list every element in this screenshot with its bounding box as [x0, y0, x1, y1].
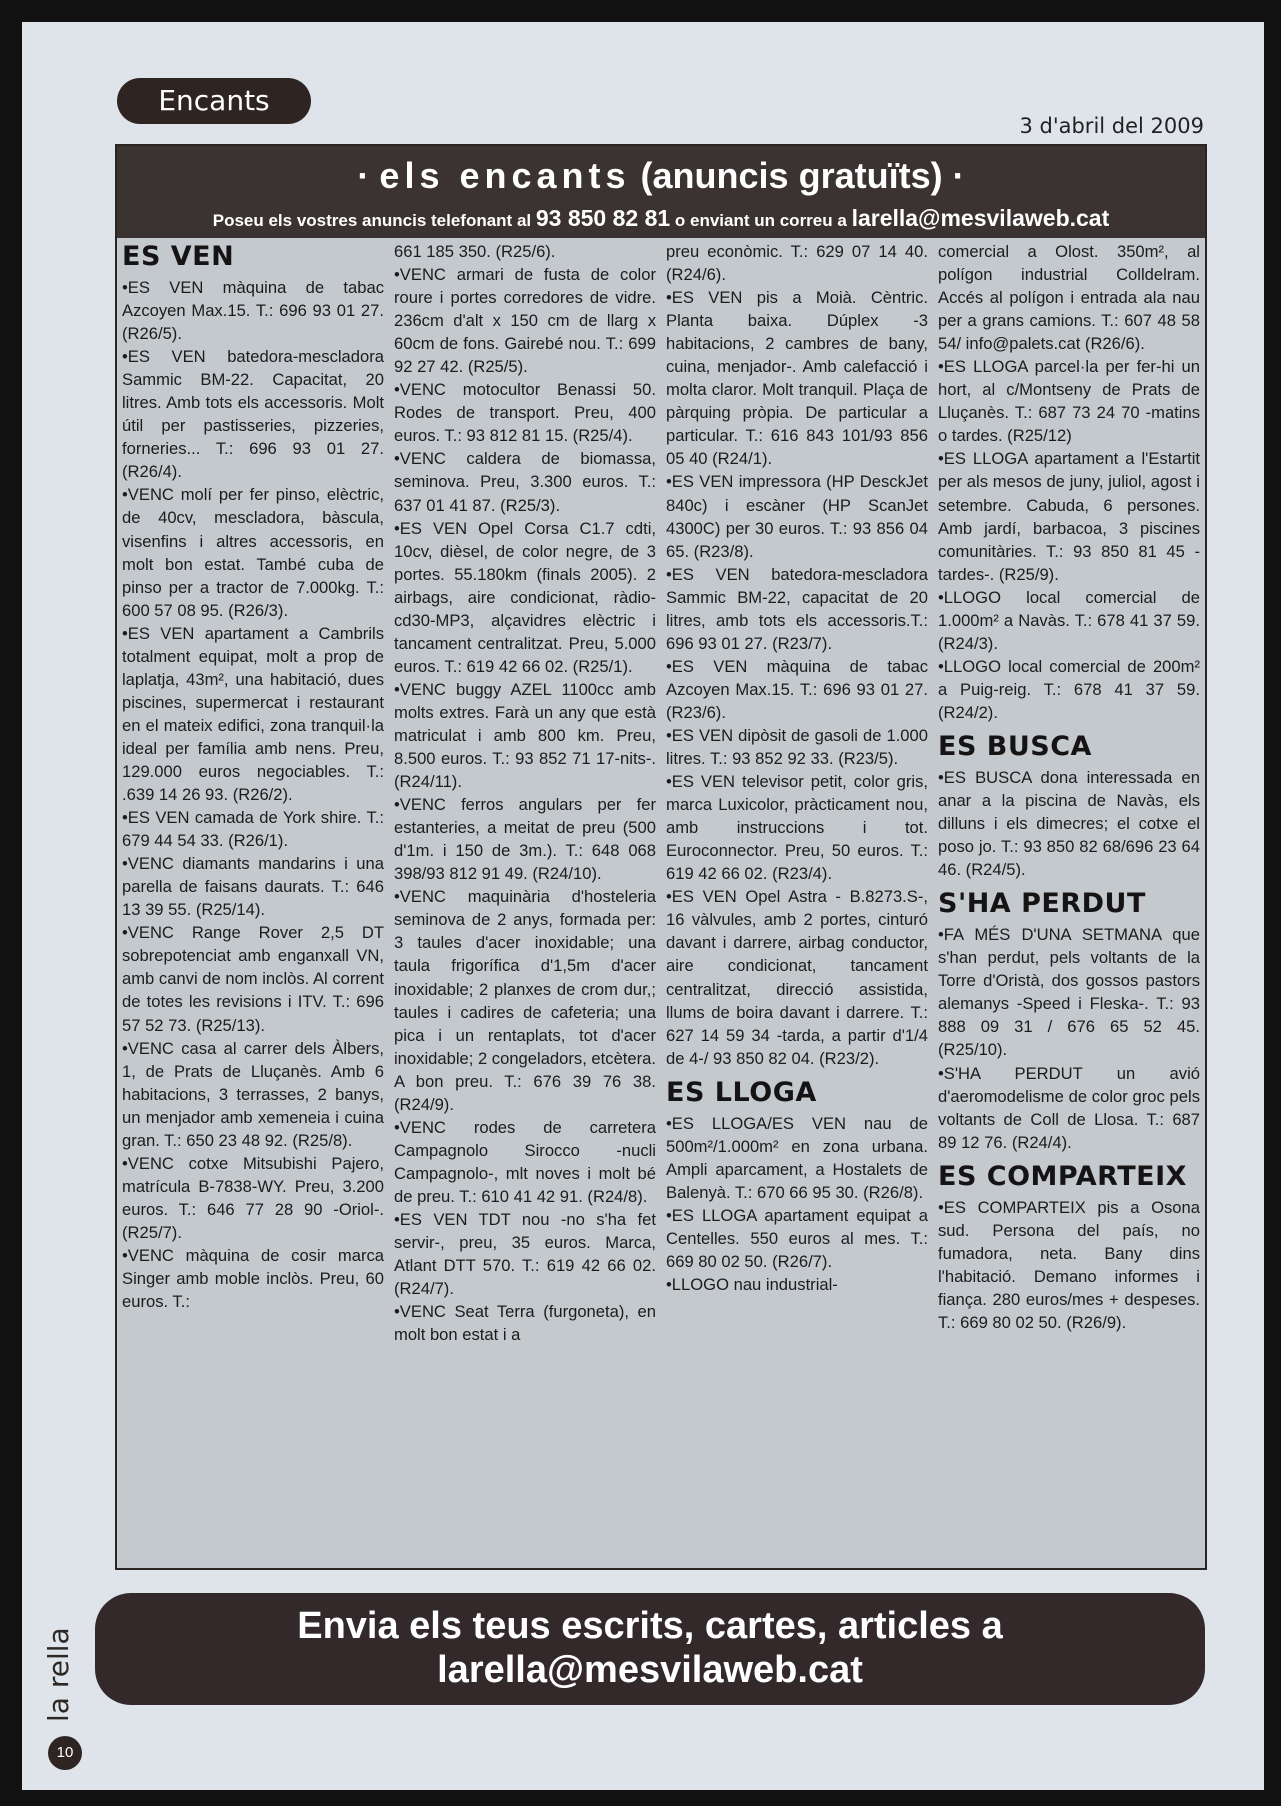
- publication-name: la rella: [42, 1627, 75, 1722]
- board-title: [117, 146, 1205, 196]
- classified-ad: •ES VEN màquina de tabac Azcoyen Max.15. T.: 696 93 01 27. (R26/5).: [122, 278, 384, 344]
- classified-ad: •LLOGO local comercial de 200m² a Puig-reig. T.: 678 41 37 59. (R24/2).: [938, 656, 1200, 722]
- classified-ad: •S'HA PERDUT un avió d'aeromodelisme de color groc pels voltants de Coll de Llosa. T.: 687 89 12 76. (R24/4).: [938, 1063, 1200, 1152]
- classified-ad: •ES LLOGA parcel·la per fer-hi un hort, al c/Montseny de Prats de Lluçanès. T.: 687 73 24 70 -matins o tardes. (R25/12): [938, 357, 1200, 446]
- classified-ad: •ES LLOGA apartament a l'Estartit per als mesos de juny, juliol, agost i setembre. Cabuda, 6 persones. Amb jardí, barbacoa, 3 piscines comunitàries. T.: 93 850 81 45 -tardes-. (R25/9).: [938, 449, 1200, 584]
- classified-ad: •ES VEN dipòsit de gasoli de 1.000 litres. T.: 93 852 92 33. (R23/5).: [666, 725, 928, 769]
- classified-ad: •FA MÉS D'UNA SETMANA que s'han perdut, pels voltants de la Torre d'Oristà, dos gossos pastors alemanys -Speed i Fleska-. T.: 93 888 09 31 / 676 65 52 45. (R25/10).: [938, 925, 1200, 1060]
- classified-ad: •ES LLOGA apartament equipat a Centelles. 550 euros al mes. T.: 669 80 02 50. (R26/7).: [666, 1205, 928, 1271]
- classified-ad: •VENC màquina de cosir marca Singer amb moble inclòs. Preu, 60 euros. T.:: [122, 1245, 384, 1312]
- classified-ad: •VENC buggy AZEL 1100cc amb molts extres. Farà un any que està matriculat i amb 800 km. Preu, 8.500 euros. T.: 93 852 71 17-nits-. (R24/11).: [394, 679, 656, 792]
- category-heading: ES COMPARTEIX: [938, 1160, 1187, 1192]
- classified-ad: •VENC maquinària d'hosteleria seminova de 2 anys, formada per: 3 taules d'acer inoxidable; una taula frigorífica d'1,5m d'acer inoxidable; 2 planxes de crom dur,; taules i cadires de cafeteria; una pica i un rentaplats, tot d'acer inoxidable; 2 congeladors, etcètera. A bon preu. T.: 676 39 76 38. (R24/9).: [394, 887, 656, 1114]
- classified-ad: •ES VEN batedora-mescladora Sammic BM-22. Capacitat, 20 litres. Amb tots els accessoris. Molt útil per pastisseries, pizzeries, forneries... T.: 696 93 01 27. (R26/4).: [122, 347, 384, 482]
- subtitle-middle: o enviant un correu a: [674, 211, 847, 230]
- ads-column: [933, 238, 1205, 1566]
- classified-ad: •VENC caldera de biomassa, seminova. Preu, 3.300 euros. T.: 637 01 41 87. (R25/3).: [394, 449, 656, 515]
- classified-ad: •LLOGO local comercial de 1.000m² a Navàs. T.: 678 41 37 59. (R24/3).: [938, 587, 1200, 653]
- ads-column: [117, 238, 389, 1566]
- category-heading: S'HA PERDUT: [938, 888, 1146, 920]
- category-heading: ES VEN: [122, 241, 235, 272]
- page-number: 10: [48, 1736, 82, 1770]
- classified-ad: 661 185 350. (R25/6).: [394, 242, 556, 261]
- classified-ad: preu econòmic. T.: 629 07 14 40. (R24/6).: [666, 242, 928, 285]
- classified-ad: •ES BUSCA dona interessada en anar a la piscina de Navàs, els dilluns i els dimecres; el cotxe el poso jo. T.: 93 850 82 68/696 23 64 46. (R24/5).: [938, 767, 1200, 880]
- title-dot-left: ·: [357, 155, 370, 196]
- classified-ad: •ES COMPARTEIX pis a Osona sud. Persona del país, no fumadora, neta. Bany dins l'habitació. Demano informes i fiança. 280 euros/mes + despeses. T.: 669 80 02 50. (R26/9).: [938, 1197, 1200, 1332]
- title-rest: (anuncis gratuïts): [640, 155, 943, 196]
- classified-ad: •VENC rodes de carretera Campagnolo Sirocco -nucli Campagnolo-, mlt noves i molt bé de preu. T.: 610 41 42 91. (R24/8).: [394, 1117, 656, 1206]
- classified-ad: comercial a Olost. 350m², al polígon industrial Colldelram. Accés al polígon i entrada ala nau per a grans camions. T.: 607 48 58 54/ info@palets.cat (R26/6).: [938, 242, 1200, 354]
- ads-column: [389, 238, 661, 1566]
- classified-ad: •VENC Range Rover 2,5 DT sobrepotenciat amb enganxall VN, amb canvi de nom inclòs. Al corrent de totes les revisions i ITV. T.: 696 57 52 73. (R25/13).: [122, 923, 384, 1035]
- subtitle-prefix: Poseu els vostres anuncis telefonant al: [212, 211, 532, 230]
- classified-ad: •ES VEN màquina de tabac Azcoyen Max.15. T.: 696 93 01 27. (R23/6).: [666, 656, 928, 722]
- classified-ad: •ES VEN pis a Moià. Cèntric. Planta baixa. Dúplex -3 habitacions, 2 cambres de bany, cuina, menjador-. Amb calefacció i molta claror. Molt tranquil. Plaça de pàrquing pròpia. De particular a particular. T.: 616 843 101/93 856 05 40 (R24/1).: [666, 288, 928, 469]
- classified-ad: •ES VEN TDT nou -no s'ha fet servir-, preu, 35 euros. Marca, Atlant DTT 570. T.: 619 42 66 02. (R24/7).: [394, 1209, 656, 1299]
- classified-ad: •ES VEN camada de York shire. T.: 679 44 54 33. (R26/1).: [122, 808, 384, 851]
- section-label: Encants: [117, 78, 311, 124]
- board-subtitle: [117, 200, 1205, 239]
- classified-ad: •ES VEN Opel Corsa C1.7 cdti, 10cv, dièsel, de color negre, de 3 portes. 55.180km (finals 2005). 2 airbags, aire condicionat, ràdio-cd30-MP3, alçavidres elèctric i tancament centralitzat. Preu, 5.000 euros. T.: 619 42 66 02. (R25/1).: [394, 518, 656, 676]
- classified-ad: •ES VEN batedora-mescladora Sammic BM-22, capacitat de 20 litres, amb tots els accessoris.T.: 696 93 01 27. (R23/7).: [666, 564, 928, 653]
- contact-email: larella@mesvilaweb.cat: [851, 205, 1110, 231]
- banner-email: larella@mesvilaweb.cat: [437, 1649, 863, 1691]
- classified-ad: •ES LLOGA/ES VEN nau de 500m²/1.000m² en zona urbana. Ampli aparcament, a Hostalets de Balenyà. T.: 670 66 95 30. (R26/8).: [666, 1113, 928, 1202]
- classified-ad: •VENC armari de fusta de color roure i portes corredores de vidre. 236cm d'alt x 150 cm de llarg x 60cm de fons. Gairebé nou. T.: 699 92 27 42. (R25/5).: [394, 265, 656, 377]
- ads-columns: [117, 238, 1205, 1566]
- issue-date: 3 d'abril del 2009: [1019, 114, 1204, 138]
- classified-ad: •VENC cotxe Mitsubishi Pajero, matrícula B-7838-WY. Preu, 3.200 euros. T.: 646 77 28 90 -Oriol-. (R25/7).: [122, 1153, 384, 1242]
- classified-ad: •VENC casa al carrer dels Àlbers, 1, de Prats de Lluçanès. Amb 6 habitacions, 3 terrasses, 2 banys, un menjador amb xemeneia i cuina gran. T.: 650 23 48 92. (R25/8).: [122, 1038, 384, 1150]
- classified-ad: •ES VEN televisor petit, color gris, marca Luxicolor, pràcticament nou, amb instruccions i tot. Euroconnector. Preu, 50 euros. T.: 619 42 66 02. (R23/4).: [666, 772, 928, 884]
- classifieds-board: [115, 144, 1207, 1570]
- ads-column: [661, 238, 933, 1566]
- classified-ad: •LLOGO nau industrial-: [666, 1275, 838, 1295]
- title-dot-right: ·: [952, 155, 965, 196]
- classified-ad: •VENC diamants mandarins i una parella de faisans daurats. T.: 646 13 39 55. (R25/14).: [122, 854, 384, 920]
- classified-ad: •VENC ferros angulars per fer estanteries, a meitat de preu (500 d'1m. i 150 de 3m.). T.: 648 068 398/93 812 91 49. (R24/10).: [394, 795, 656, 884]
- classified-ad: •ES VEN impressora (HP DesckJet 840c) i escàner (HP ScanJet 4300C) per 30 euros. T.: 93 856 04 65. (R23/8).: [666, 472, 928, 561]
- title-main: els encants: [379, 155, 631, 196]
- contact-phone: 93 850 82 81: [535, 205, 671, 231]
- classified-ad: •VENC molí per fer pinso, elèctric, de 40cv, mescladora, bàscula, visenfins i altres accessoris, en molt bon estat. També cuba de pinso per a tractor de 7.000kg. T.: 600 57 08 95. (R26/3).: [122, 485, 384, 620]
- classified-ad: •VENC motocultor Benassi 50. Rodes de transport. Preu, 400 euros. T.: 93 812 81 15. (R25/4).: [394, 380, 656, 446]
- category-heading: ES LLOGA: [666, 1076, 817, 1108]
- classified-ad: •ES VEN Opel Astra - B.8273.S-, 16 vàlvules, amb 2 portes, cinturó davant i darrere, airbag conductor, aire condicionat, tancament centralitzat, direcció assistida, llums de boira davant i darrere. T.: 627 14 59 34 -tarda, a partir d'1/4 de 4-/ 93 850 82 04. (R23/2).: [666, 887, 928, 1068]
- newspaper-page: [22, 22, 1264, 1790]
- classified-ad: •ES VEN apartament a Cambrils totalment equipat, molt a prop de laplatja, 43m², una habitació, dues piscines, supermercat i restaurant en el mateix edifici, zona tranquil·la ideal per família amb nens. Preu, 129.000 euros negociables. T.: .639 14 26 93. (R26/2).: [122, 623, 384, 805]
- submission-banner: [95, 1593, 1205, 1705]
- category-heading: ES BUSCA: [938, 730, 1092, 762]
- board-header: [117, 146, 1205, 238]
- banner-line-1: Envia els teus escrits, cartes, articles a: [297, 1605, 1003, 1647]
- classified-ad: •VENC Seat Terra (furgoneta), en molt bon estat i a: [394, 1302, 656, 1345]
